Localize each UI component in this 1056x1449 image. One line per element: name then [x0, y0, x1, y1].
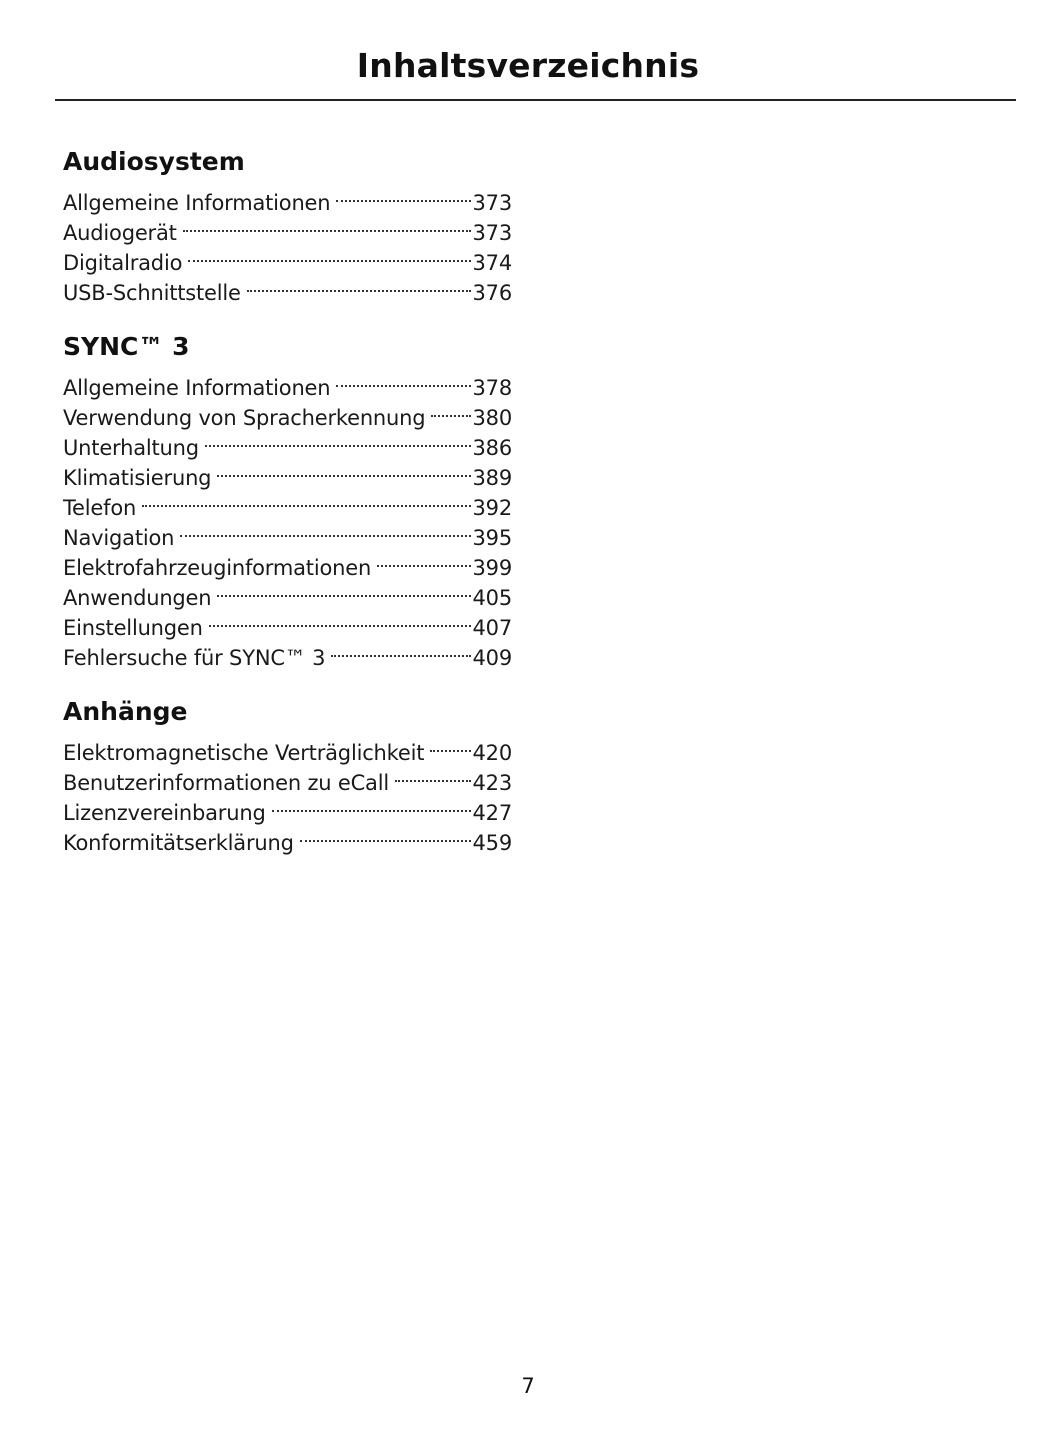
page-number: 7 [521, 1374, 535, 1398]
toc-entry-label: Konformitätserklärung [63, 831, 294, 855]
page-title: Inhaltsverzeichnis [356, 46, 700, 85]
toc-entry-page: 420 [472, 741, 512, 765]
toc-entry[interactable] [63, 180, 512, 215]
toc-entry-page: 389 [472, 466, 512, 490]
toc-entry-label: Navigation [63, 526, 175, 550]
dot-leader [272, 790, 471, 820]
dot-leader [336, 365, 470, 395]
toc-entry-page: 409 [472, 646, 512, 670]
toc-entry-page: 407 [472, 616, 512, 640]
toc-entry-page: 373 [472, 221, 512, 245]
dot-leader [217, 455, 470, 485]
toc-entry-label: Telefon [63, 496, 137, 520]
dot-leader [300, 820, 471, 850]
toc-entry-label: Digitalradio [63, 251, 183, 275]
toc-entry-page: 459 [472, 831, 512, 855]
dot-leader [188, 240, 470, 270]
dot-leader [331, 635, 470, 665]
toc-entry-page: 378 [472, 376, 512, 400]
toc-section-sync3 [63, 329, 512, 670]
dot-leader [142, 485, 470, 515]
toc-entry[interactable] [63, 365, 512, 400]
toc-entry-label: Lizenzvereinbarung [63, 801, 266, 825]
toc-entry-label: Elektromagnetische Verträglichkeit [63, 741, 425, 765]
toc-entry-label: Unterhaltung [63, 436, 199, 460]
table-of-contents [63, 144, 512, 879]
toc-entry-page: 380 [472, 406, 512, 430]
dot-leader [183, 210, 471, 240]
toc-entry-page: 376 [472, 281, 512, 305]
dot-leader [209, 605, 471, 635]
toc-entry-page: 373 [472, 191, 512, 215]
toc-entry-page: 423 [472, 771, 512, 795]
toc-entry-label: Klimatisierung [63, 466, 212, 490]
toc-entry-label: Allgemeine Informationen [63, 191, 331, 215]
dot-leader [205, 425, 471, 455]
dot-leader [247, 270, 471, 300]
dot-leader [217, 575, 470, 605]
toc-entry-label: Elektrofahrzeuginformationen [63, 556, 372, 580]
toc-entry-page: 427 [472, 801, 512, 825]
toc-entry-page: 399 [472, 556, 512, 580]
dot-leader [430, 730, 470, 760]
dot-leader [395, 760, 471, 790]
toc-entry-label: Verwendung von Spracherkennung [63, 406, 426, 430]
dot-leader [431, 395, 470, 425]
toc-entry-label: Fehlersuche für SYNC™ 3 [63, 646, 326, 670]
toc-entry-label: Benutzerinformationen zu eCall [63, 771, 389, 795]
dot-leader [336, 180, 470, 210]
section-heading: Anhänge [63, 697, 188, 726]
toc-entry-page: 374 [472, 251, 512, 275]
dot-leader [377, 545, 470, 575]
toc-entry-label: Audiogerät [63, 221, 177, 245]
toc-section-anhaenge [63, 694, 512, 855]
toc-entry[interactable] [63, 730, 512, 765]
toc-entry-page: 386 [472, 436, 512, 460]
toc-entry-label: Einstellungen [63, 616, 203, 640]
toc-entry-label: Allgemeine Informationen [63, 376, 331, 400]
toc-entry-label: Anwendungen [63, 586, 212, 610]
toc-entry-page: 405 [472, 586, 512, 610]
dot-leader [180, 515, 470, 545]
toc-entry-label: USB-Schnittstelle [63, 281, 241, 305]
toc-entry-page: 392 [472, 496, 512, 520]
title-divider [55, 99, 1016, 101]
toc-entry-page: 395 [472, 526, 512, 550]
section-heading: Audiosystem [63, 147, 245, 176]
toc-section-audiosystem [63, 144, 512, 305]
section-heading: SYNC™ 3 [63, 332, 190, 361]
